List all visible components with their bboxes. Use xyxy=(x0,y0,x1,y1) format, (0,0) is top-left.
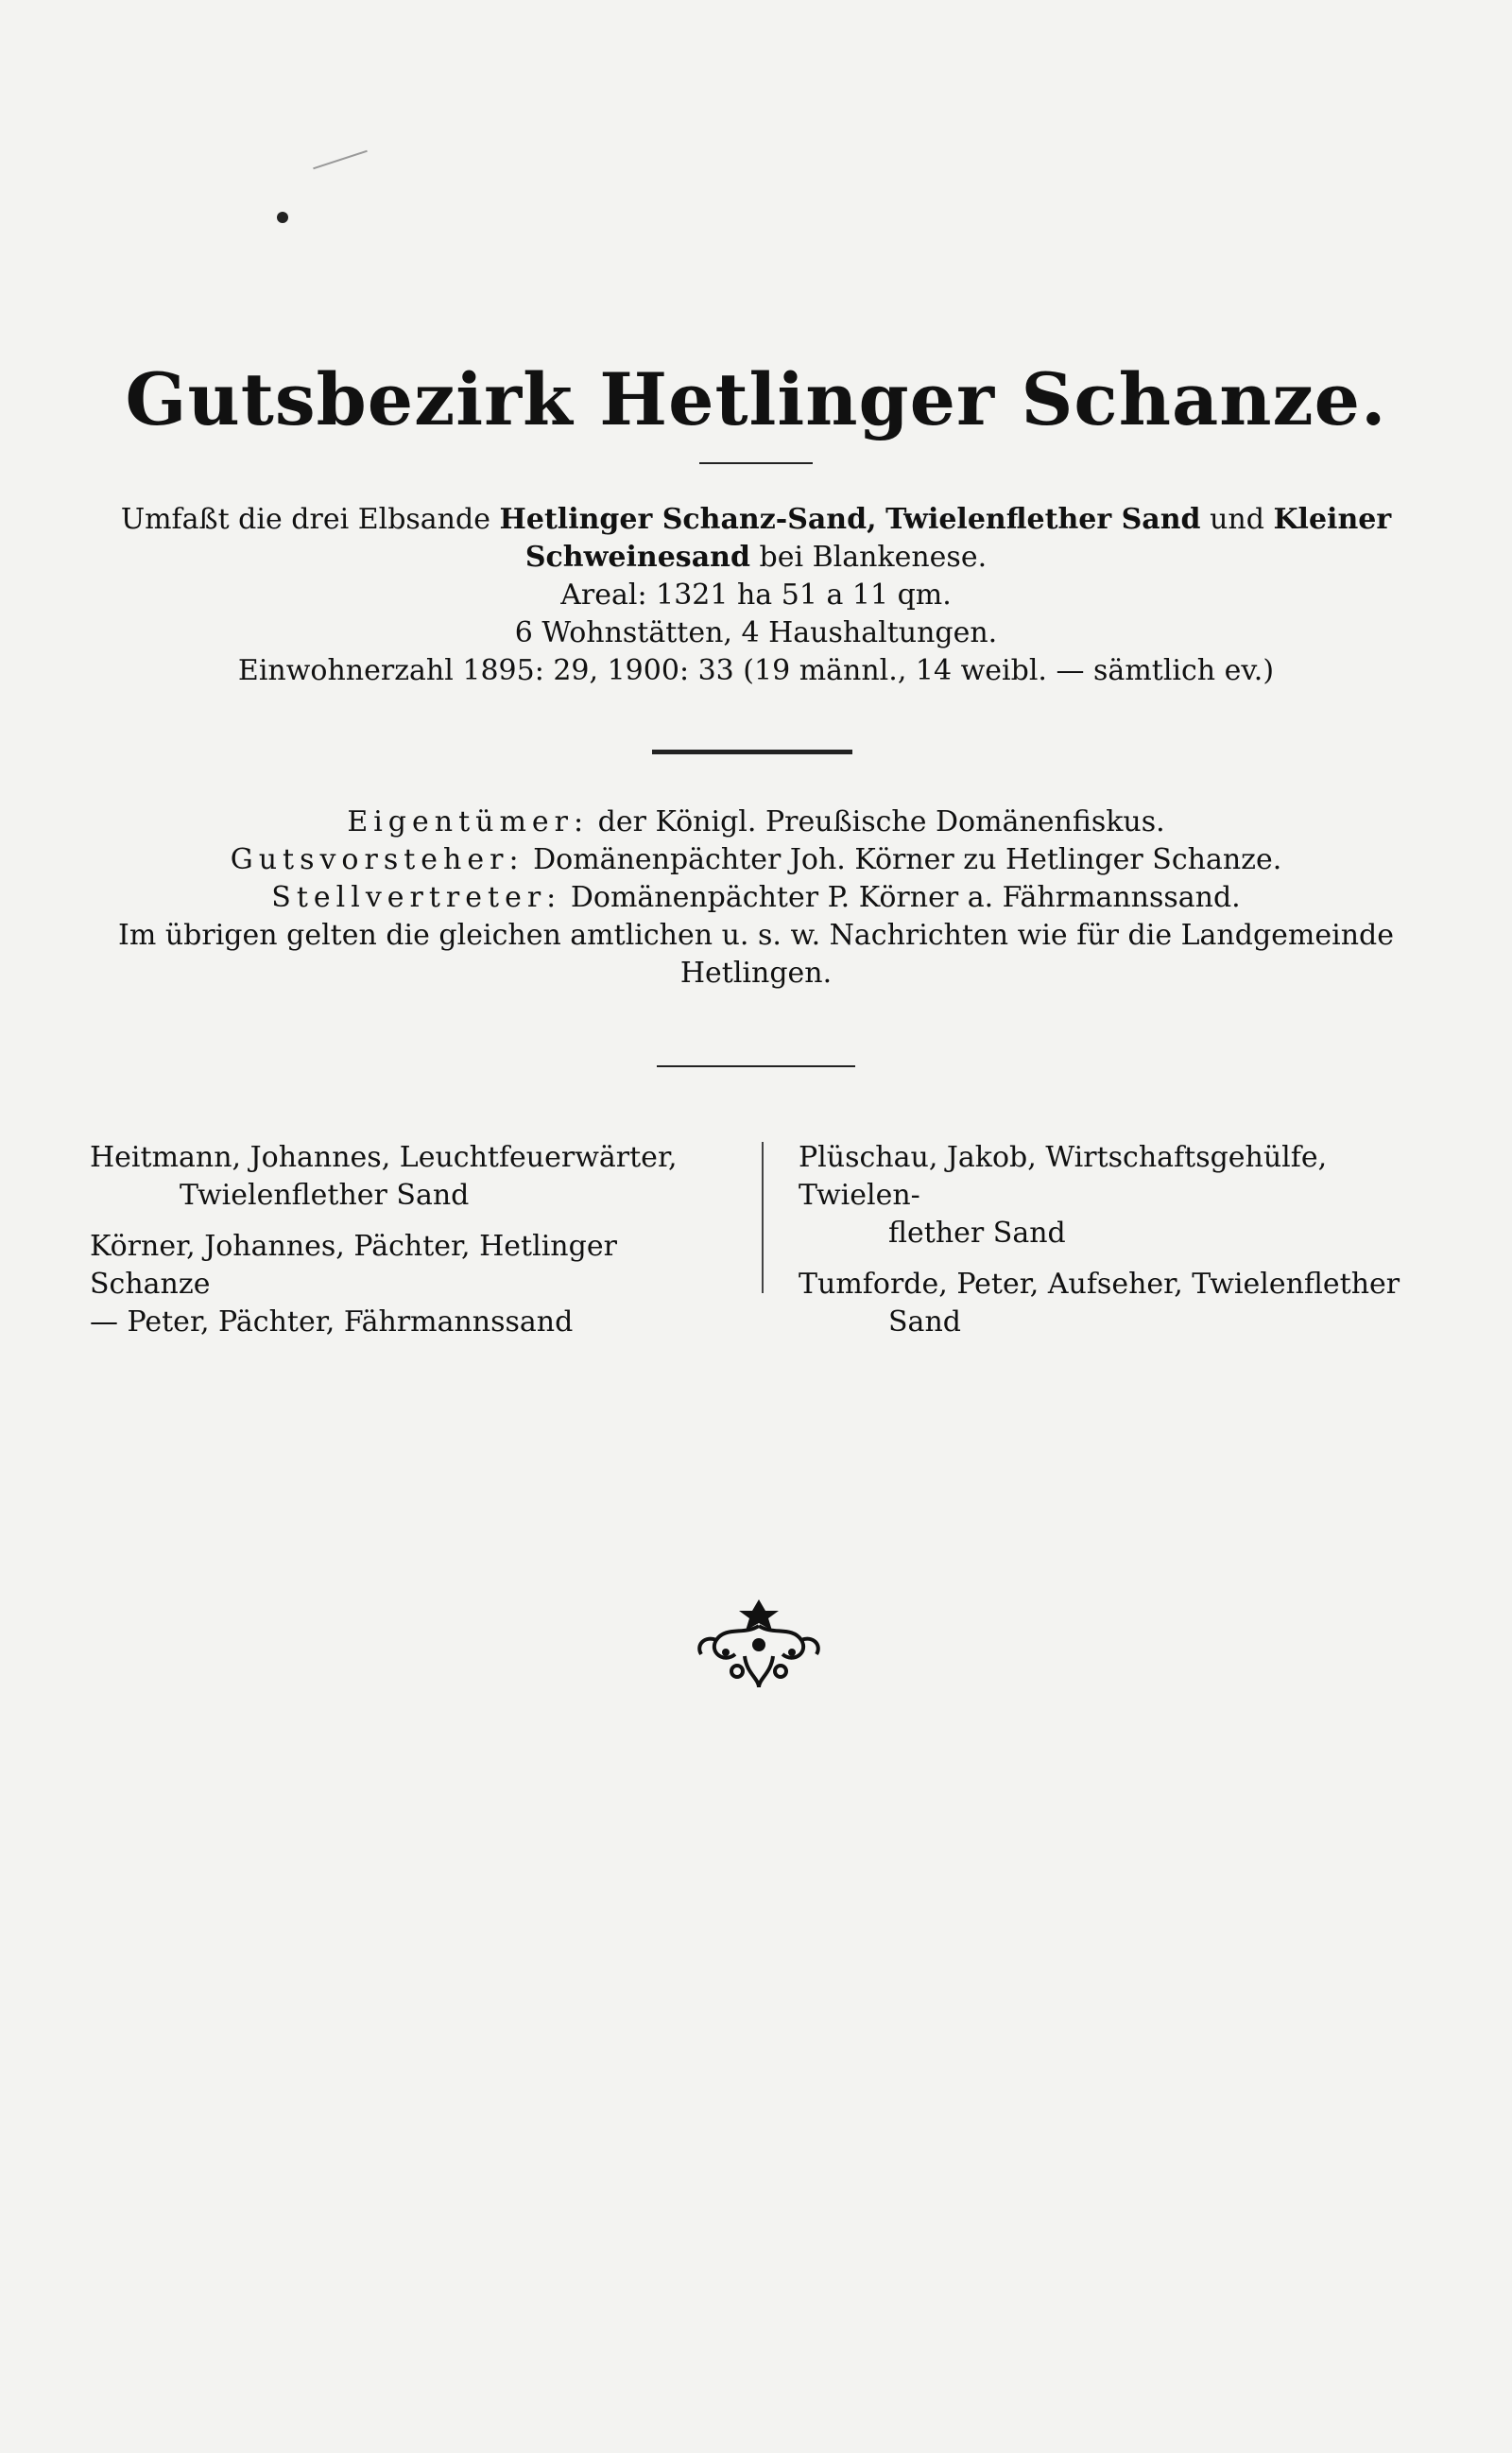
scan-scratch xyxy=(313,150,368,169)
column-divider xyxy=(762,1142,764,1293)
officials-section xyxy=(66,803,1446,993)
intro-lead: Umfaßt die drei Elbsande xyxy=(120,503,490,536)
intro-sands-line xyxy=(66,501,1446,577)
divider-thick xyxy=(652,750,852,754)
resident-main: — Peter, Pächter, Fährmannssand xyxy=(90,1305,574,1339)
area-line: Areal: 1321 ha 51 a 11 qm. xyxy=(560,579,952,612)
intro-and: und xyxy=(1210,503,1264,536)
residents-right-column xyxy=(799,1139,1441,1355)
head-line xyxy=(66,841,1446,879)
resident-main: Tumforde, Peter, Aufseher, Twielenflether xyxy=(799,1268,1400,1301)
deputy-line xyxy=(66,879,1446,917)
deputy-value: Domänenpächter P. Körner a. Fährmannssand. xyxy=(570,881,1241,914)
deputy-label: Stellvertreter: xyxy=(271,881,562,914)
intro-section xyxy=(66,501,1446,690)
resident-entry xyxy=(90,1228,732,1304)
owner-label: Eigentümer: xyxy=(347,805,590,838)
note-line: Im übrigen gelten die gleichen amtlichen u. s. w. Nachrichten wie für die Landgemeinde Hetlingen. xyxy=(118,919,1394,990)
head-value: Domänenpächter Joh. Körner zu Hetlinger Schanze. xyxy=(533,843,1282,876)
resident-entry xyxy=(799,1266,1441,1341)
resident-cont: Sand xyxy=(888,1305,961,1339)
population-line: Einwohnerzahl 1895: 29, 1900: 33 (19 männl., 14 weibl. — sämtlich ev.) xyxy=(237,654,1275,687)
resident-main: Körner, Johannes, Pächter, Hetlinger Schanze xyxy=(90,1230,617,1301)
owner-line xyxy=(66,803,1446,841)
floral-ornament-icon xyxy=(688,1598,830,1692)
owner-value: der Königl. Preußische Domänenfiskus. xyxy=(597,805,1165,838)
resident-entry xyxy=(799,1139,1441,1252)
sand-hetlinger: Hetlinger Schanz-Sand, xyxy=(499,503,877,536)
scan-speck xyxy=(277,212,288,223)
head-label: Gutsvorsteher: xyxy=(230,843,524,876)
resident-entry xyxy=(90,1139,732,1215)
sand-twielenflether: Twielenflether Sand xyxy=(885,503,1201,536)
intro-near: bei Blankenese. xyxy=(759,541,988,574)
divider-thin-2 xyxy=(657,1065,855,1067)
page-title: Gutsbezirk Hetlinger Schanze. xyxy=(125,357,1387,441)
resident-main: Plüschau, Jakob, Wirtschaftsgehülfe, Twielen- xyxy=(799,1141,1328,1212)
residents-left-column xyxy=(90,1139,732,1355)
resident-main: Heitmann, Johannes, Leuchtfeuerwärter, xyxy=(90,1141,678,1174)
resident-entry xyxy=(90,1304,732,1341)
dwellings-line: 6 Wohnstätten, 4 Haushaltungen. xyxy=(514,616,998,649)
resident-cont: flether Sand xyxy=(888,1217,1066,1250)
resident-cont: Twielenflether Sand xyxy=(180,1179,470,1212)
sand-schweinesand: Kleiner Schweinesand xyxy=(524,503,1392,574)
divider-thin xyxy=(699,462,813,464)
